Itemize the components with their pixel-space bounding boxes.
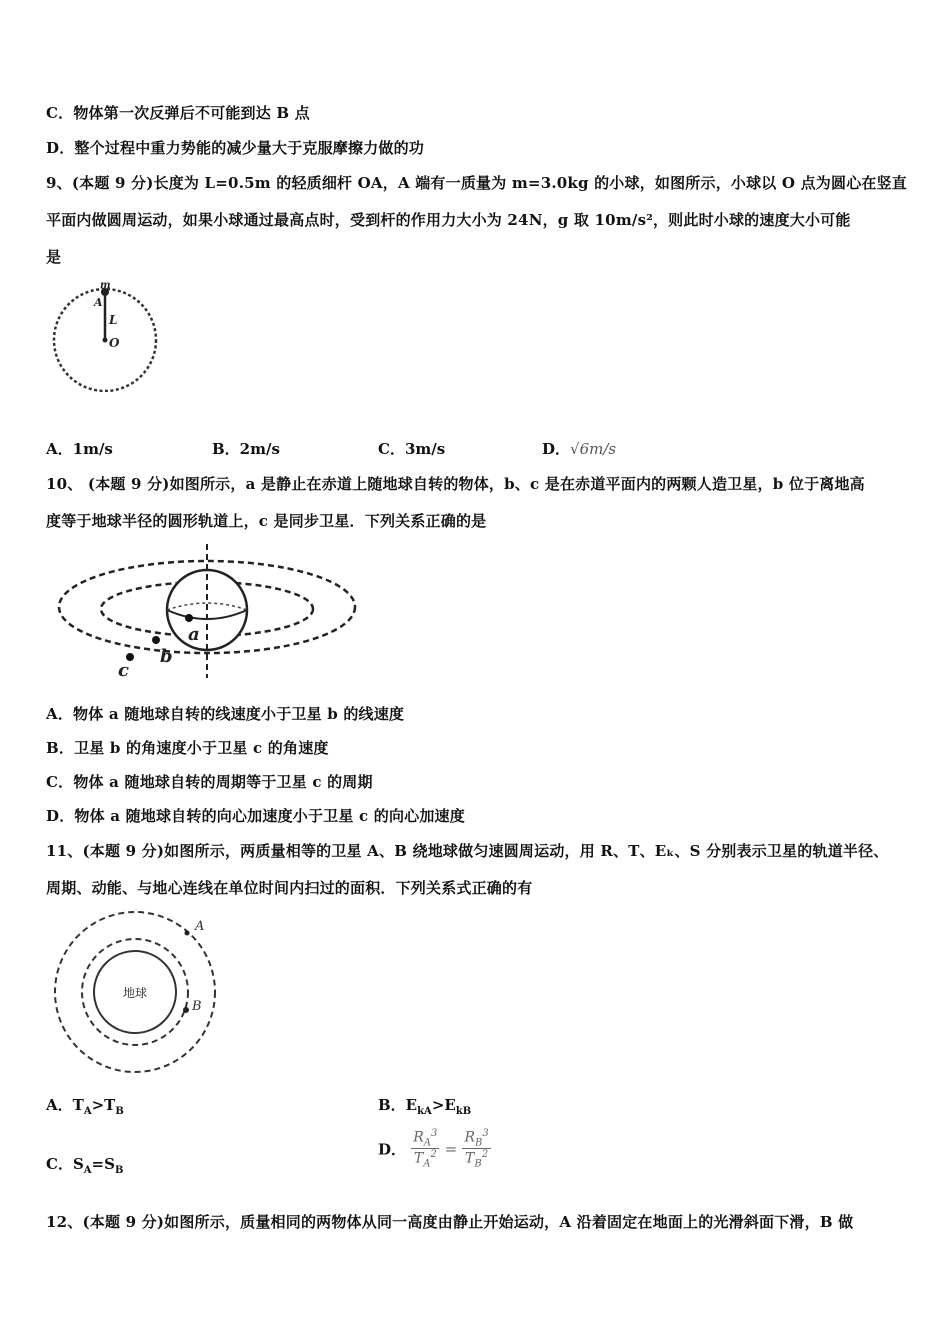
label-b: b — [160, 646, 173, 667]
label-earth: 地球 — [123, 986, 148, 1000]
q9-rod-circle-figure — [48, 280, 164, 392]
label-a: A — [195, 919, 205, 934]
frac-b: $\frac{R_B^3}{T_B^2}$ — [464, 1128, 489, 1170]
q9-stem-line2: 平面内做圆周运动，如果小球通过最高点时，受到杆的作用力大小为 24N，g 取 10m/s²，则此时小球的速度大小可能 — [46, 211, 851, 229]
q11-stem-line1: 11、(本题 9 分)如图所示，两质量相等的卫星 A、B 绕地球做匀速圆周运动，用 R、T、Eₖ、S 分别表示卫星的轨道半径、 — [46, 842, 889, 860]
q10-stem-line1: 10、 (本题 9 分)如图所示，a 是静止在赤道上随地球自转的物体，b、c 是在赤道平面内的两颗人造卫星，b 位于离地高 — [46, 475, 865, 493]
q10-option-c: C．物体 a 随地球自转的周期等于卫星 c 的周期 — [46, 773, 373, 791]
q9-option-d-value: √6m/s — [570, 440, 617, 458]
label-c: c — [118, 660, 129, 681]
q9-stem-line3: 是 — [46, 248, 62, 266]
satellite-b — [183, 1007, 189, 1013]
center-o — [103, 338, 108, 343]
satellite-a — [185, 931, 190, 936]
q9-option-c: C．3m/s — [378, 440, 446, 458]
q11-orbits-figure — [52, 908, 222, 1074]
q10-option-a: A．物体 a 随地球自转的线速度小于卫星 b 的线速度 — [46, 705, 405, 723]
q9-stem-line1: 9、(本题 9 分)长度为 L=0.5m 的轻质细杆 OA，A 端有一质量为 m=3.0kg 的小球，如图所示，小球以 O 点为圆心在竖直 — [46, 174, 908, 192]
q11-option-d-prefix: D． — [378, 1140, 407, 1159]
label-o: O — [109, 336, 120, 350]
q10-option-d: D．物体 a 随地球自转的向心加速度小于卫星 c 的向心加速度 — [46, 807, 465, 825]
q9-option-d-prefix: D． — [542, 440, 571, 458]
q9-option-b: B．2m/s — [212, 440, 280, 458]
q9-option-d — [542, 438, 616, 459]
q10-orbits-figure — [52, 542, 362, 682]
q11-option-b: B．$E_{kA}>E_{kB}$ — [378, 1096, 472, 1117]
label-a: A — [94, 296, 103, 309]
label-m: m — [100, 280, 111, 291]
q12-stem-line1: 12、(本题 9 分)如图所示，质量相同的两物体从同一高度由静止开始运动，A 沿着固定在地面上的光滑斜面下滑，B 做 — [46, 1213, 854, 1231]
q10-option-b: B．卫星 b 的角速度小于卫星 c 的角速度 — [46, 739, 329, 757]
label-l: L — [109, 313, 118, 327]
q11-stem-line2: 周期、动能、与地心连线在单位时间内扫过的面积．下列关系式正确的有 — [46, 879, 533, 897]
label-b: B — [192, 999, 202, 1014]
q10-stem-line2: 度等于地球半径的圆形轨道上，c 是同步卫星．下列关系正确的是 — [46, 512, 487, 530]
label-a: a — [188, 624, 200, 645]
q8-option-d: D．整个过程中重力势能的减少量大于克服摩擦力做的功 — [46, 139, 425, 157]
q8-option-c: C．物体第一次反弹后不可能到达 B 点 — [46, 104, 310, 122]
q11-option-a: A．$T_A>T_B$ — [46, 1096, 124, 1117]
frac-a: $\frac{R_A^3}{T_A^2}$ — [413, 1128, 438, 1170]
q11-option-d: D． $\frac{R_A^3}{T_A^2}$ = $\frac{R_B^3}{T_B^2}$ — [378, 1128, 489, 1170]
satellite-b — [152, 636, 160, 644]
q9-option-a: A．1m/s — [46, 440, 113, 458]
object-a — [185, 614, 193, 622]
q11-option-c: C．$S_A=S_B$ — [46, 1155, 124, 1176]
